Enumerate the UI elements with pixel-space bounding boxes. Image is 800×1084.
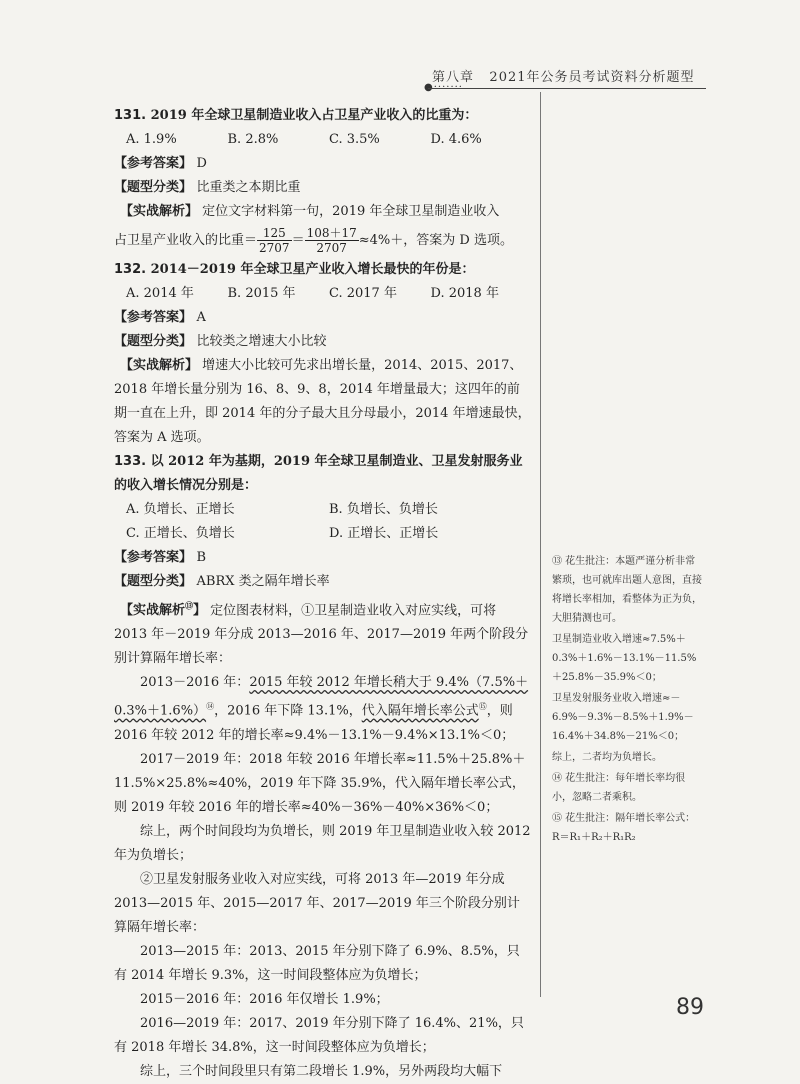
question-132: 132. 2014－2019 年全球卫星产业收入增长最快的年份是：	[114, 262, 475, 277]
option-a: A. 负增长、正增长	[126, 502, 235, 517]
margin-note-13: ⑬ 花生批注：本题严谨分析非常繁琐，也可就库出题人意图，直接将增长率相加，看整体为正为负，大胆猜测也可。	[552, 556, 702, 624]
book-title: 2021年公务员考试资料分析题型	[489, 70, 695, 85]
question-131: 131. 2019 年全球卫星制造业收入占卫星产业收入的比重为：	[114, 108, 478, 123]
analysis-131: 【实战解析】 定位文字材料第一句，2019 年全球卫星制造业收入	[120, 204, 500, 219]
analysis-133-p9: 综上，三个时间段里只有第二段增长 1.9%，另外两段均大幅下	[140, 1063, 503, 1079]
analysis-133-p7: 2015－2016 年：2016 年仅增长 1.9%；	[140, 991, 389, 1007]
analysis-133: 【实战解析⑬】 定位图表材料，①卫星制造业收入对应实线，可将 2013 年－2019 年分成 2013—2016 年、2017—2019 年两个阶段分别计算隔年增长率：	[114, 601, 529, 667]
page-number: 89	[676, 995, 704, 1020]
options-133-row2	[114, 522, 532, 546]
analysis-131-cont: 占卫星产业收入的比重＝ $\frac{125}{2707}$ ＝ $\frac{108+17}{2707}$ ≈4%＋，答案为 D 选项。	[114, 226, 513, 255]
fraction-1: $\frac{125}{2707}$	[259, 226, 290, 255]
option-d: D. 2018 年	[430, 286, 499, 301]
fraction-2: $\frac{108+17}{2707}$	[306, 226, 357, 255]
option-c: C. 2017 年	[329, 286, 397, 301]
options-131	[114, 128, 532, 152]
header-dots: ●·······	[424, 82, 463, 93]
margin-note-calc-1: 卫星制造业收入增速≈7.5%＋0.3%＋1.6%－13.1%－11.5%＋25.8%－35.9%＜0；	[552, 634, 697, 683]
option-c: C. 正增长、负增长	[126, 526, 235, 541]
chapter-label: 第八章	[432, 70, 475, 85]
header-rule	[428, 88, 706, 89]
margin-divider	[540, 92, 541, 997]
analysis-133-p2: 2013－2016 年：2015 年较 2012 年增长稍大于 9.4%（7.5%＋0.3%＋1.6%）⑭，2016 年下降 13.1%，代入隔年增长率公式⑮，则 2016 年较 2012 年的增长率≈9.4%－13.1%－9.4%×13.1%＜0；	[114, 675, 529, 743]
option-b: B. 2015 年	[227, 286, 296, 301]
question-133: 133. 以 2012 年为基期，2019 年全球卫星制造业、卫星发射服务业的收入增长情况分别是：	[114, 454, 523, 493]
margin-note-15: ⑮ 花生批注：隔年增长率公式：R＝R₁＋R₂＋R₁R₂	[552, 813, 696, 843]
option-b: B. 2.8%	[227, 132, 279, 147]
option-a: A. 1.9%	[126, 132, 177, 147]
analysis-133-p8: 2016—2019 年：2017、2019 年分别下降了 16.4%、21%，只有 2018 年增长 34.8%，这一时间段整体应为负增长；	[114, 1015, 524, 1055]
option-a: A. 2014 年	[126, 286, 194, 301]
margin-note-calc-2: 卫星发射服务业收入增速≈－6.9%－9.3%－8.5%＋1.9%－16.4%＋34.8%－21%＜0；	[552, 693, 694, 742]
answer-131: 【参考答案】 D	[114, 156, 207, 171]
option-d: D. 4.6%	[430, 132, 482, 147]
options-133-row1	[114, 498, 532, 522]
answer-133: 【参考答案】 B	[114, 550, 207, 565]
analysis-132: 【实战解析】 增速大小比较可先求出增长量，2014、2015、2017、2018 年增长量分别为 16、8、9、8，2014 年增量最大；这四年的前期一直在上升，即 2014 年的分子最大且分母最小，2014 年增速最快，答案为 A 选项。	[114, 358, 531, 445]
analysis-133-p6: 2013—2015 年：2013、2015 年分别下降了 6.9%、8.5%，只有 2014 年增长 9.3%，这一时间段整体应为负增长；	[114, 943, 520, 983]
analysis-133-p3: 2017－2019 年：2018 年较 2016 年增长率≈11.5%＋25.8%＋11.5%×25.8%≈40%，2019 年下降 35.9%，代入隔年增长率公式，则 2019 年较 2016 年的增长率≈40%－36%－40%×36%＜0；	[114, 751, 526, 815]
analysis-133-p4: 综上，两个时间段均为负增长，则 2019 年卫星制造业收入较 2012 年为负增长；	[114, 823, 531, 863]
option-c: C. 3.5%	[329, 132, 380, 147]
answer-132: 【参考答案】 A	[114, 310, 206, 325]
options-132	[114, 282, 532, 306]
type-131: 【题型分类】 比重类之本期比重	[114, 180, 301, 195]
margin-note-14: ⑭ 花生批注：每年增长率均很小，忽略二者乘积。	[552, 773, 686, 803]
type-132: 【题型分类】 比较类之增速大小比较	[114, 334, 327, 349]
margin-note-conclusion: 综上，二者均为负增长。	[552, 752, 662, 763]
main-column	[114, 104, 532, 1084]
option-b: B. 负增长、负增长	[329, 502, 438, 517]
option-d: D. 正增长、正增长	[329, 526, 439, 541]
type-133: 【题型分类】 ABRX 类之隔年增长率	[114, 574, 330, 589]
analysis-133-p5: ②卫星发射服务业收入对应实线，可将 2013 年—2019 年分成 2013—2015 年、2015—2017 年、2017—2019 年三个阶段分别计算隔年增长率：	[114, 871, 520, 935]
margin-notes	[552, 552, 702, 849]
